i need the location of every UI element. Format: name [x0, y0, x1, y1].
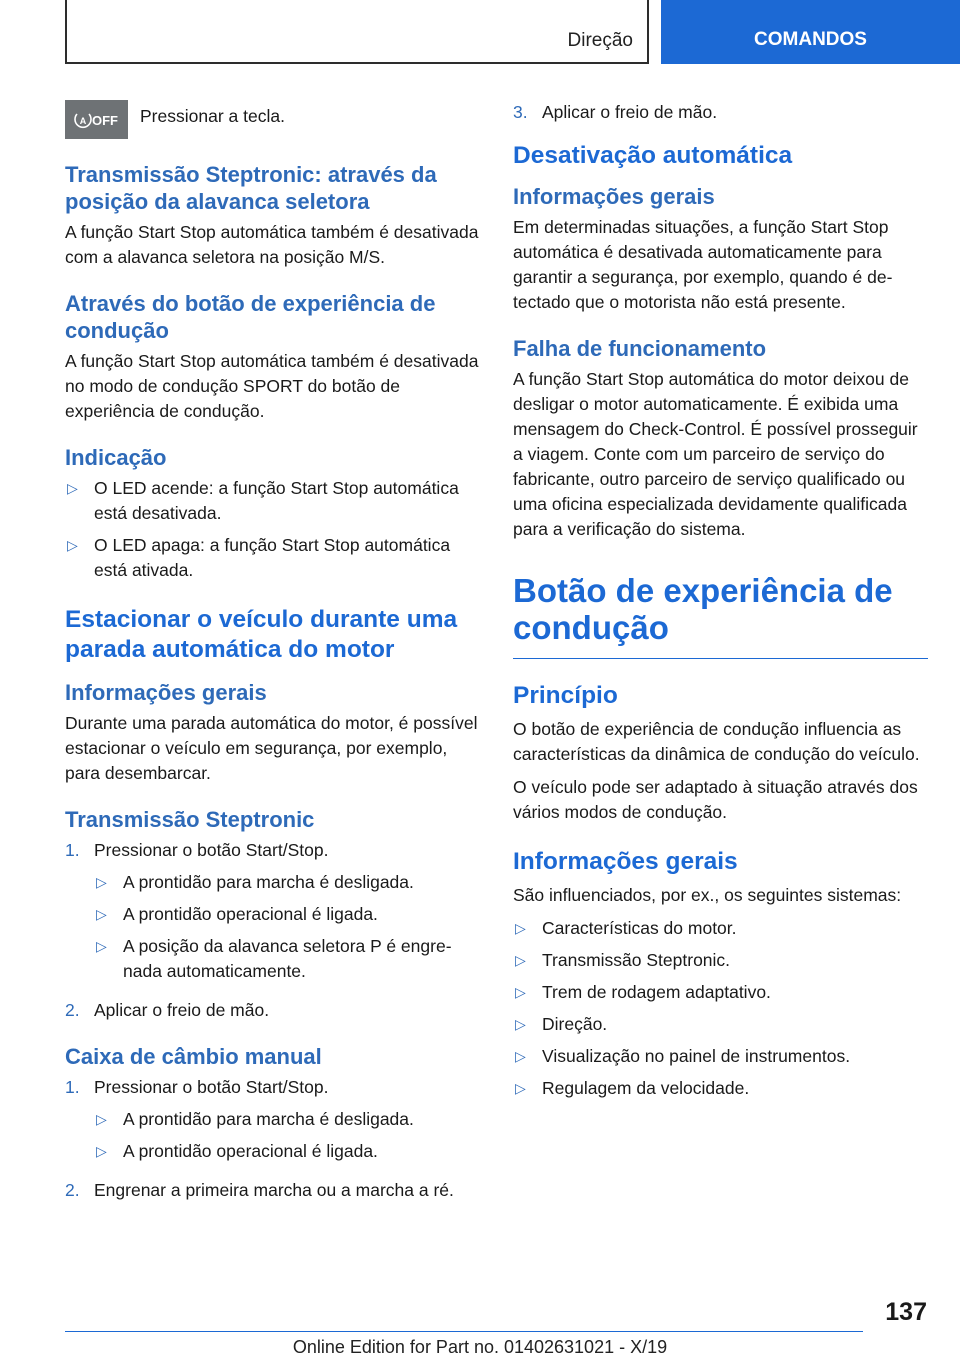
- key-instruction-row: [65, 100, 480, 139]
- manual-steps: [65, 1075, 480, 1203]
- bullet-triangle-icon: ▷: [67, 537, 78, 553]
- bullet-triangle-icon: ▷: [515, 1080, 526, 1096]
- bullet-triangle-icon: ▷: [96, 1143, 107, 1159]
- header-section-box: [65, 0, 649, 64]
- svg-text:OFF: OFF: [91, 112, 118, 128]
- list-item: ▷ Transmissão Steptronic.: [513, 948, 928, 973]
- svg-text:A: A: [79, 115, 86, 126]
- page-number: 137: [885, 1298, 927, 1326]
- bullet-triangle-icon: ▷: [515, 984, 526, 1000]
- list-item: ▷ A prontidão operacional é ligada.: [94, 902, 480, 927]
- paragraph-falha: A função Start Stop automática do motor deixou de desligar o motor automaticamente. É exibida uma mensagem do Check-Control. É possível prosseguir a viagem. Conte com um parceiro de serviço do fabricante, outro parceiro de serviço qualificado ou uma oficina especializada devidamente qualificada para a verificação do sistema.: [513, 369, 918, 539]
- step-number: 2.: [65, 1180, 80, 1200]
- paragraph-steptronic-lever: A função Start Stop automática também é desativada com a alavanca seletora na posição M/S.: [65, 222, 479, 267]
- paragraph-info-gerais: Em determinadas situações, a função Start Stop automática é desativada automaticamente para garantir a segurança, por exemplo, quando é detectado que o motorista não está presente.: [513, 217, 893, 312]
- list-item: [65, 1075, 480, 1171]
- bullet-triangle-icon: ▷: [96, 874, 107, 890]
- list-item: ▷ Regulagem da velocidade.: [513, 1076, 928, 1101]
- manual-substeps: [94, 1107, 480, 1164]
- list-item: [65, 838, 480, 991]
- bullet-triangle-icon: ▷: [96, 938, 107, 954]
- bullet-triangle-icon: ▷: [67, 480, 78, 496]
- paragraph-info-gerais: Durante uma parada automática do motor, é possível estacionar o veículo em segurança, por exemplo, para desembarcar.: [65, 713, 478, 783]
- heading-desativacao: Desativação automática: [513, 142, 793, 169]
- list-item: [513, 100, 928, 125]
- heading-info-gerais: Informações gerais: [513, 184, 715, 209]
- bullet-triangle-icon: ▷: [96, 1111, 107, 1127]
- right-column: [513, 100, 928, 1109]
- step-number: 1.: [65, 1077, 80, 1097]
- heading-steptronic: Transmissão Steptronic: [65, 807, 315, 832]
- paragraph-principio-2: O veículo pode ser adaptado à situação através dos vários modos de condução.: [513, 777, 918, 822]
- header-chapter-label: COMANDOS: [754, 29, 867, 50]
- list-item: [65, 1178, 480, 1203]
- heading-driving-button: Através do botão de experiência de condução: [65, 291, 436, 343]
- paragraph-driving-button: A função Start Stop automática também é desativada no modo de condução SPORT do botão de experiência de condução.: [65, 351, 479, 421]
- list-item: ▷ A prontidão para marcha é desligada.: [94, 1107, 480, 1132]
- step-text: Pressionar o botão Start/Stop.: [94, 840, 329, 860]
- heading-botao-experiencia: Botão de experiência de condução: [513, 572, 893, 646]
- manual-steps-continued: [513, 100, 928, 125]
- bullet-triangle-icon: ▷: [515, 1016, 526, 1032]
- bullet-triangle-icon: ▷: [96, 906, 107, 922]
- list-item: [65, 998, 480, 1023]
- influence-list: [513, 916, 928, 1101]
- steptronic-substeps: [94, 870, 480, 984]
- footer-edition: Online Edition for Part no. 01402631021 - X/19: [292, 1337, 668, 1357]
- bullet-triangle-icon: ▷: [515, 920, 526, 936]
- bullet-triangle-icon: ▷: [515, 952, 526, 968]
- heading-estacionar: Estacionar o veículo durante uma parada automática do motor: [65, 606, 458, 663]
- list-item: ▷ Direção.: [513, 1012, 928, 1037]
- step-text: Aplicar o freio de mão.: [94, 1000, 270, 1020]
- step-number: 3.: [513, 102, 528, 122]
- heading-info-gerais-2: Informações gerais: [513, 848, 738, 875]
- header-section-title: Direção: [567, 30, 633, 51]
- list-item: ▷ A prontidão operacional é ligada.: [94, 1139, 480, 1164]
- heading-info-gerais: Informações gerais: [65, 680, 267, 705]
- heading-manual: Caixa de câmbio manual: [65, 1044, 322, 1069]
- step-text: Engrenar a primeira marcha ou a marcha a ré.: [94, 1180, 454, 1200]
- key-instruction-text: Pressionar a tecla.: [140, 106, 285, 126]
- heading-indicacao: Indicação: [65, 445, 167, 470]
- list-item: ▷ Características do motor.: [513, 916, 928, 941]
- list-item: ▷ Trem de rodagem adaptativo.: [513, 980, 928, 1005]
- step-text: Aplicar o freio de mão.: [542, 102, 718, 122]
- heading-principio: Princípio: [513, 682, 618, 709]
- section-divider: [513, 658, 928, 659]
- list-item: ▷ Visualização no painel de instrumentos.: [513, 1044, 928, 1069]
- header-chapter-tab[interactable]: [661, 0, 960, 64]
- paragraph-principio-1: O botão de experiência de condução influencia as características da dinâmica de condução do veículo.: [513, 719, 920, 764]
- auto-start-stop-off-icon-graphic: [73, 110, 121, 130]
- auto-start-stop-off-icon: [65, 100, 128, 139]
- paragraph-info-gerais-2: São influenciados, por ex., os seguintes sistemas:: [513, 885, 902, 905]
- indicacao-list: [65, 476, 480, 583]
- list-item: ▷ O LED apaga: a função Start Stop automática está ativada.: [65, 533, 480, 583]
- heading-falha: Falha de funcionamento: [513, 336, 767, 361]
- heading-steptronic-lever: Transmissão Steptronic: através da posição da alavanca seletora: [65, 162, 437, 214]
- list-item: ▷ A posição da alavanca seletora P é engrenada automaticamente.: [94, 934, 480, 984]
- left-column: [65, 100, 480, 1211]
- list-item: ▷ O LED acende: a função Start Stop automática está desativada.: [65, 476, 480, 526]
- step-number: 2.: [65, 1000, 80, 1020]
- step-text: Pressionar o botão Start/Stop.: [94, 1077, 329, 1097]
- bullet-triangle-icon: ▷: [515, 1048, 526, 1064]
- step-number: 1.: [65, 840, 80, 860]
- footer-divider: [65, 1331, 863, 1332]
- steptronic-steps: [65, 838, 480, 1023]
- list-item: ▷ A prontidão para marcha é desligada.: [94, 870, 480, 895]
